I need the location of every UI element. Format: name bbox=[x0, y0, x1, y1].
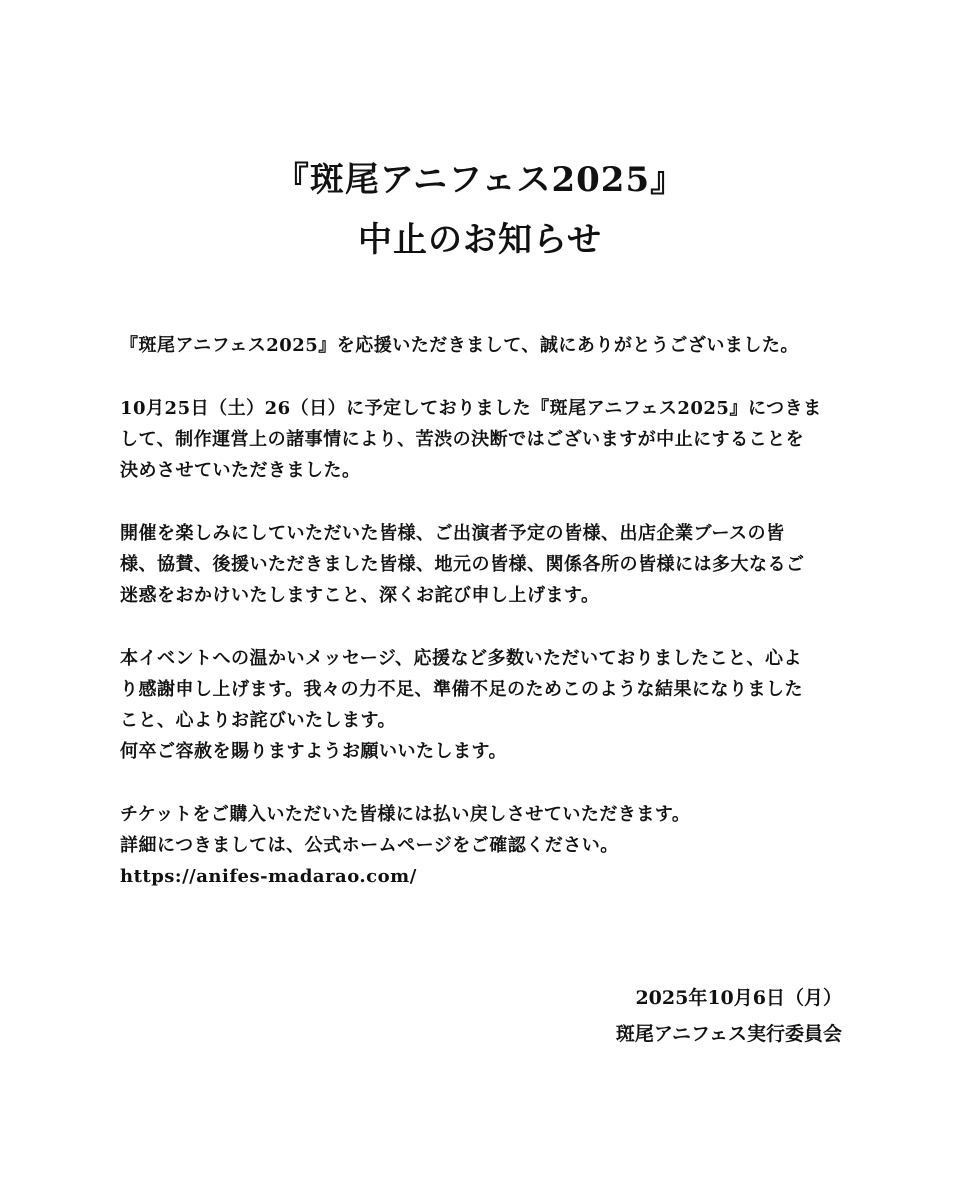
paragraph-gratitude bbox=[120, 643, 850, 767]
paragraph-line: 詳細につきましては、公式ホームページをご確認ください。 bbox=[120, 835, 619, 856]
paragraph-line: こと、心よりお詫びいたします。 bbox=[120, 710, 397, 731]
official-site-url: https://anifes-madarao.com/ bbox=[120, 866, 417, 887]
paragraph-line: 開催を楽しみにしていただいた皆様、ご出演者予定の皆様、出店企業ブースの皆 bbox=[120, 523, 785, 544]
announcement-title bbox=[0, 150, 960, 270]
paragraph-line: 10月25日（土）26（日）に予定しておりました『斑尾アニフェス2025』につきま bbox=[120, 398, 822, 419]
paragraph-line: して、制作運営上の諸事情により、苦渋の決断ではございますが中止にすることを bbox=[120, 429, 805, 450]
paragraph-thanks bbox=[120, 330, 850, 361]
paragraph-line: 様、協賛、後援いただきました皆様、地元の皆様、関係各所の皆様には多大なるご bbox=[120, 554, 805, 575]
announcement-date: 2025年10月6日（月） bbox=[635, 987, 842, 1009]
paragraph-line: 何卒ご容赦を賜りますようお願いいたします。 bbox=[120, 741, 508, 762]
title-line-2: 中止のお知らせ bbox=[358, 220, 602, 260]
announcement-body bbox=[120, 330, 850, 924]
paragraph-line: り感謝申し上げます。我々の力不足、準備不足のためこのような結果になりました bbox=[120, 679, 804, 700]
paragraph-line: 迷惑をおかけいたしますこと、深くお詫び申し上げます。 bbox=[120, 585, 600, 606]
paragraph-line: チケットをご購入いただいた皆様には払い戻しさせていただきます。 bbox=[120, 804, 691, 825]
paragraph-refund bbox=[120, 799, 850, 892]
paragraph-line: 本イベントへの温かいメッセージ、応援など多数いただいておりましたこと、心よ bbox=[120, 648, 802, 669]
paragraph-line: 決めさせていただきました。 bbox=[120, 460, 361, 481]
signature-block bbox=[616, 980, 842, 1052]
paragraph-line: 『斑尾アニフェス2025』を応援いただきまして、誠にありがとうございました。 bbox=[120, 335, 799, 356]
organization-name: 斑尾アニフェス実行委員会 bbox=[615, 1023, 842, 1045]
paragraph-cancellation bbox=[120, 393, 850, 486]
title-line-1: 『斑尾アニフェス2025』 bbox=[274, 160, 686, 200]
paragraph-apology bbox=[120, 518, 850, 611]
